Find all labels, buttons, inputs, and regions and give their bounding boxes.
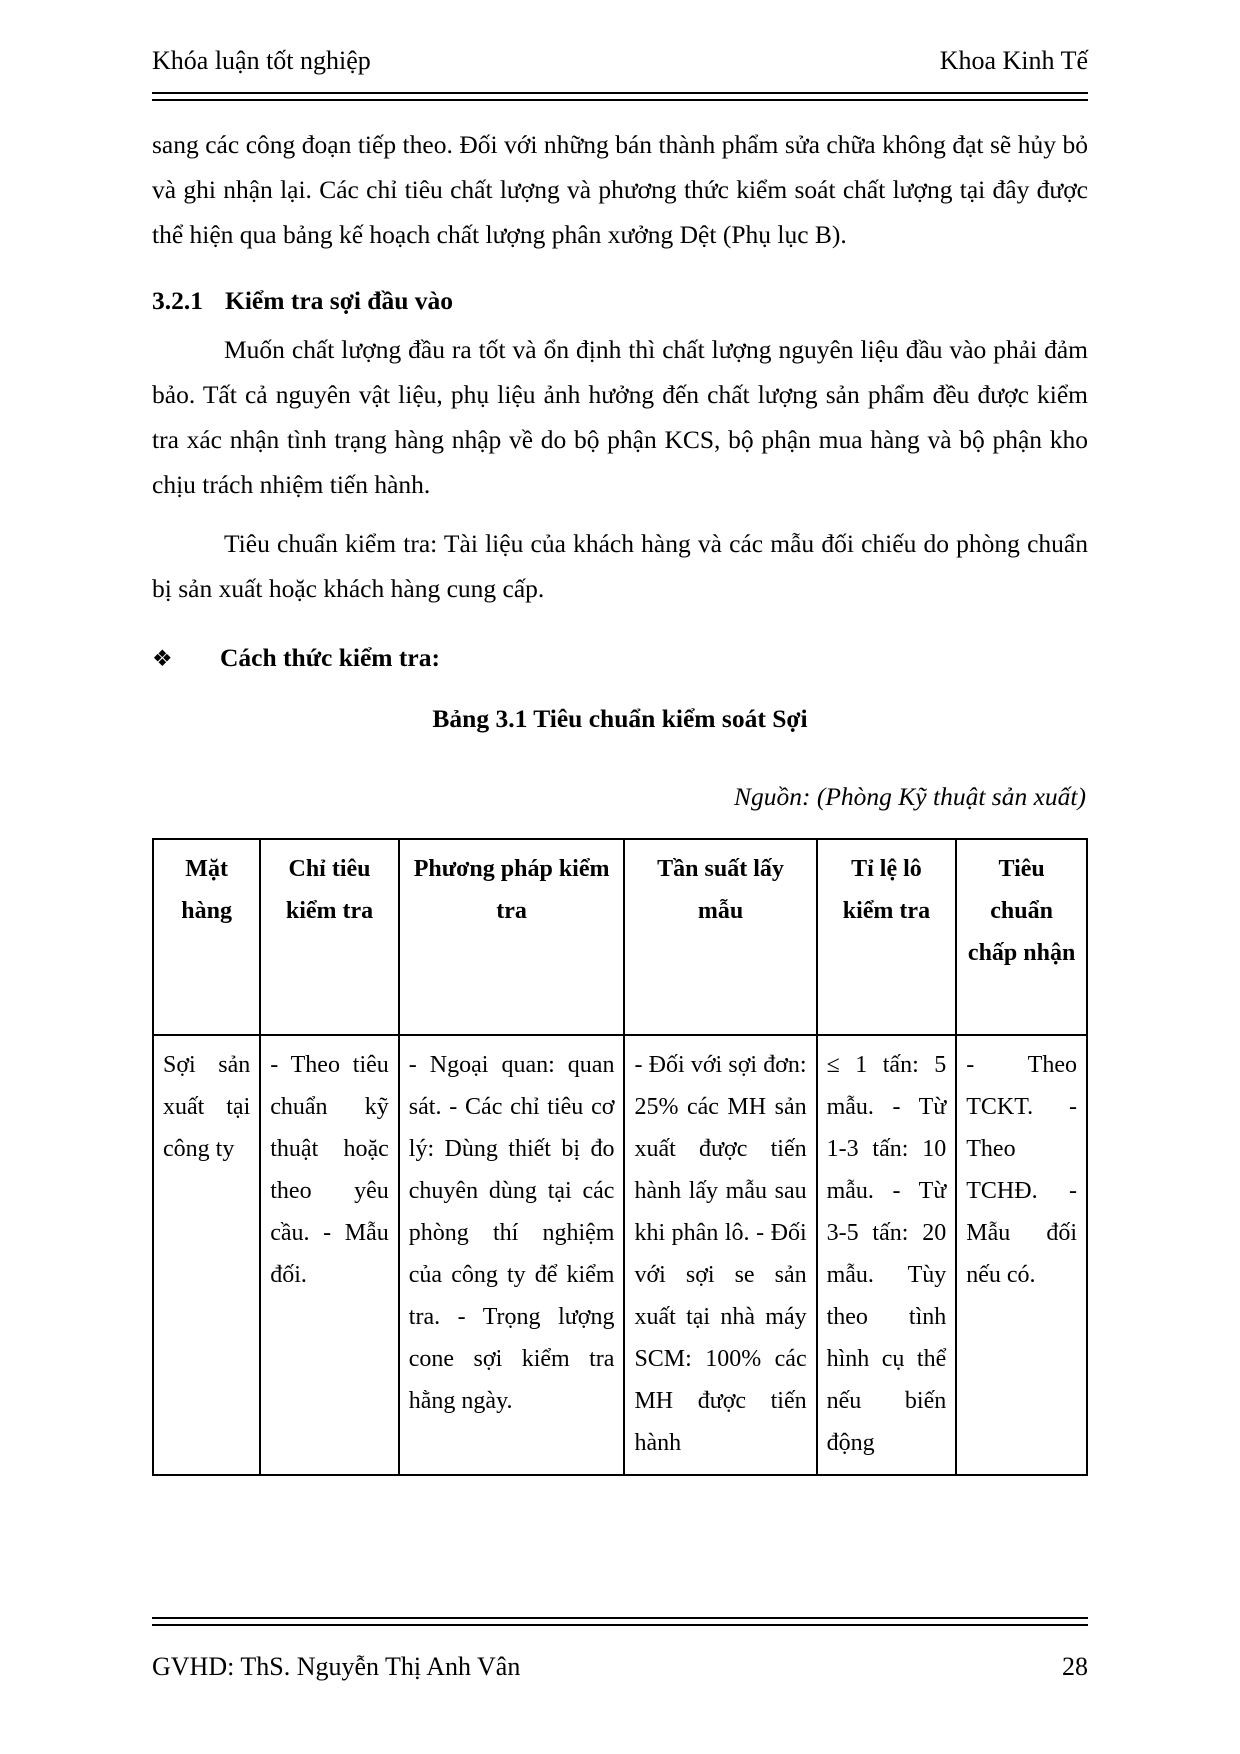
bullet-label: Cách thức kiểm tra: xyxy=(220,643,440,672)
table-header-phuong-phap-kiem-tra: Phương pháp kiểm tra xyxy=(399,839,625,1035)
header-divider-rule xyxy=(152,92,1088,101)
paragraph-continuation: sang các công đoạn tiếp theo. Đối với những bán thành phẩm sửa chữa không đạt sẽ hủy bỏ và ghi nhận lại. Các chỉ tiêu chất lượng và phương thức kiểm soát chất lượng tại đây được thể hiện qua bảng kế hoạch chất lượng phân xưởng Dệt (Phụ lục B). xyxy=(152,130,1088,249)
cell-tieu-chuan-chap-nhan: - Theo TCKT. - Theo TCHĐ. - Mẫu đối nếu có. xyxy=(956,1035,1087,1475)
header-right-text: Khoa Kinh Tế xyxy=(939,46,1088,75)
table-header-row xyxy=(153,839,1087,1035)
bullet-inspection-method xyxy=(152,637,1088,680)
cell-mat-hang: Sợi sản xuất tại công ty xyxy=(153,1035,260,1475)
cell-ti-le-lo-kiem-tra: ≤ 1 tấn: 5 mẫu. - Từ 1-3 tấn: 10 mẫu. - Từ 3-5 tấn: 20 mẫu. Tùy theo tình hình cụ thể nếu biến động xyxy=(817,1035,957,1475)
section-number: 3.2.1 xyxy=(152,286,203,315)
table-row xyxy=(153,1035,1087,1475)
page-content xyxy=(152,122,1088,1476)
cell-tan-suat-lay-mau: - Đối với sợi đơn: 25% các MH sản xuất được tiến hành lấy mẫu sau khi phân lô. - Đối với sợi se sản xuất tại nhà máy SCM: 100% các MH được tiến hành xyxy=(624,1035,816,1475)
table-header-ti-le-lo-kiem-tra: Tỉ lệ lô kiểm tra xyxy=(817,839,957,1035)
table-source-note: Nguồn: (Phòng Kỹ thuật sản xuất) xyxy=(733,782,1086,811)
quality-standard-table xyxy=(152,838,1088,1476)
table-header-tan-suat-lay-mau: Tần suất lấy mẫu xyxy=(624,839,816,1035)
table-header-tieu-chuan-chap-nhan: Tiêu chuẩn chấp nhận xyxy=(956,839,1087,1035)
cell-phuong-phap-kiem-tra: - Ngoại quan: quan sát. - Các chỉ tiêu cơ lý: Dùng thiết bị đo chuyên dùng tại các phòng thí nghiệm của công ty để kiểm tra. - Trọng lượng cone sợi kiểm tra hằng ngày. xyxy=(399,1035,625,1475)
header-left-text: Khóa luận tốt nghiệp xyxy=(152,46,371,75)
section-heading-3-2-1 xyxy=(152,281,1088,321)
paragraph-inspection-standard: Tiêu chuẩn kiểm tra: Tài liệu của khách hàng và các mẫu đối chiếu do phòng chuẩn bị sản xuất hoặc khách hàng cung cấp. xyxy=(152,529,1088,603)
table-header-chi-tieu-kiem-tra: Chỉ tiêu kiểm tra xyxy=(260,839,399,1035)
paragraph-quality-input: Muốn chất lượng đầu ra tốt và ổn định thì chất lượng nguyên liệu đầu vào phải đảm bảo. Tất cả nguyên vật liệu, phụ liệu ảnh hưởng đến chất lượng sản phẩm đều được kiểm tra xác nhận tình trạng hàng nhập về do bộ phận KCS, bộ phận mua hàng và bộ phận kho chịu trách nhiệm tiến hành. xyxy=(152,335,1088,499)
running-header xyxy=(152,45,1088,76)
page-number: 28 xyxy=(1062,1651,1088,1681)
table-header-mat-hang: Mặt hàng xyxy=(153,839,260,1035)
section-title: Kiểm tra sợi đầu vào xyxy=(225,286,454,315)
footer-advisor-text: GVHD: ThS. Nguyễn Thị Anh Vân xyxy=(152,1651,521,1681)
footer-divider-rule xyxy=(152,1617,1088,1626)
running-footer xyxy=(152,1651,1088,1682)
diamond-bullet-icon: ❖ xyxy=(152,646,173,671)
table-caption: Bảng 3.1 Tiêu chuẩn kiểm soát Sợi xyxy=(432,704,808,733)
cell-chi-tieu-kiem-tra: - Theo tiêu chuẩn kỹ thuật hoặc theo yêu cầu. - Mẫu đối. xyxy=(260,1035,399,1475)
